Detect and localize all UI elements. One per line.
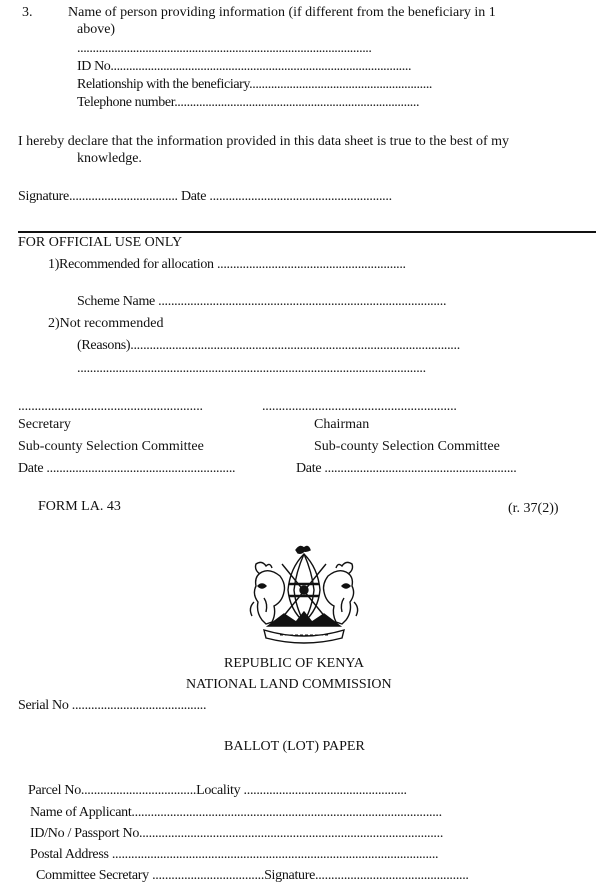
serial-no-field: Serial No .......................................... [18, 698, 207, 713]
section3-heading-line1: Name of person providing information (if different from the beneficiary in 1 [68, 5, 496, 20]
informant-id-field: ID No................................................................................................. [77, 59, 412, 74]
postal-address-field: Postal Address ...................................................................................................... [30, 847, 439, 862]
secretary-title: Secretary [18, 417, 71, 432]
not-recommended-label: 2)Not recommended [48, 316, 164, 331]
republic-heading: REPUBLIC OF KENYA [224, 656, 365, 671]
secretary-committee: Sub-county Selection Committee [18, 439, 204, 454]
chairman-date-field: Date ............................................................ [296, 461, 517, 476]
declaration-line2: knowledge. [77, 151, 142, 166]
signature-date-line: Signature.................................. Date ......................................................... [18, 189, 392, 204]
relationship-field: Relationship with the beneficiary........................................................... [77, 77, 433, 92]
chairman-committee: Sub-county Selection Committee [314, 439, 500, 454]
scheme-name-field: Scheme Name .......................................................................................... [77, 294, 447, 309]
parcel-locality-field: Parcel No....................................Locality ................................................... [28, 783, 407, 798]
ballot-title: BALLOT (LOT) PAPER [224, 739, 365, 754]
reasons-field: (Reasons)....................................................................................................... [77, 338, 460, 353]
informant-name-field: ............................................................................................... [77, 41, 372, 56]
form-number: FORM LA. 43 [38, 499, 121, 514]
committee-secretary-signature-field: Committee Secretary ...................................Signature................................................ [36, 868, 469, 883]
rule-reference: (r. 37(2)) [508, 501, 559, 516]
applicant-name-field: Name of Applicant................................................................................................. [30, 805, 442, 820]
recommended-allocation-field: 1)Recommended for allocation ........................................................... [48, 257, 406, 272]
declaration-line1: I hereby declare that the information provided in this data sheet is true to the best of my [18, 134, 510, 149]
section-divider [18, 231, 596, 233]
commission-heading: NATIONAL LAND COMMISSION [186, 677, 392, 692]
telephone-field: Telephone number............................................................................... [77, 95, 420, 110]
official-use-heading: FOR OFFICIAL USE ONLY [18, 235, 183, 250]
reasons-continuation: ............................................................................................................. [77, 361, 426, 376]
chairman-title: Chairman [314, 417, 370, 432]
section-number: 3. [22, 5, 33, 20]
coat-of-arms-icon [244, 542, 364, 644]
secretary-signature-line: ........................................................ [18, 399, 203, 414]
id-passport-field: ID/No / Passport No............................................................................................... [30, 826, 444, 841]
section3-heading-line2: above) [77, 22, 116, 37]
secretary-date-field: Date ........................................................... [18, 461, 236, 476]
chairman-signature-line: ........................................................... [262, 399, 457, 414]
